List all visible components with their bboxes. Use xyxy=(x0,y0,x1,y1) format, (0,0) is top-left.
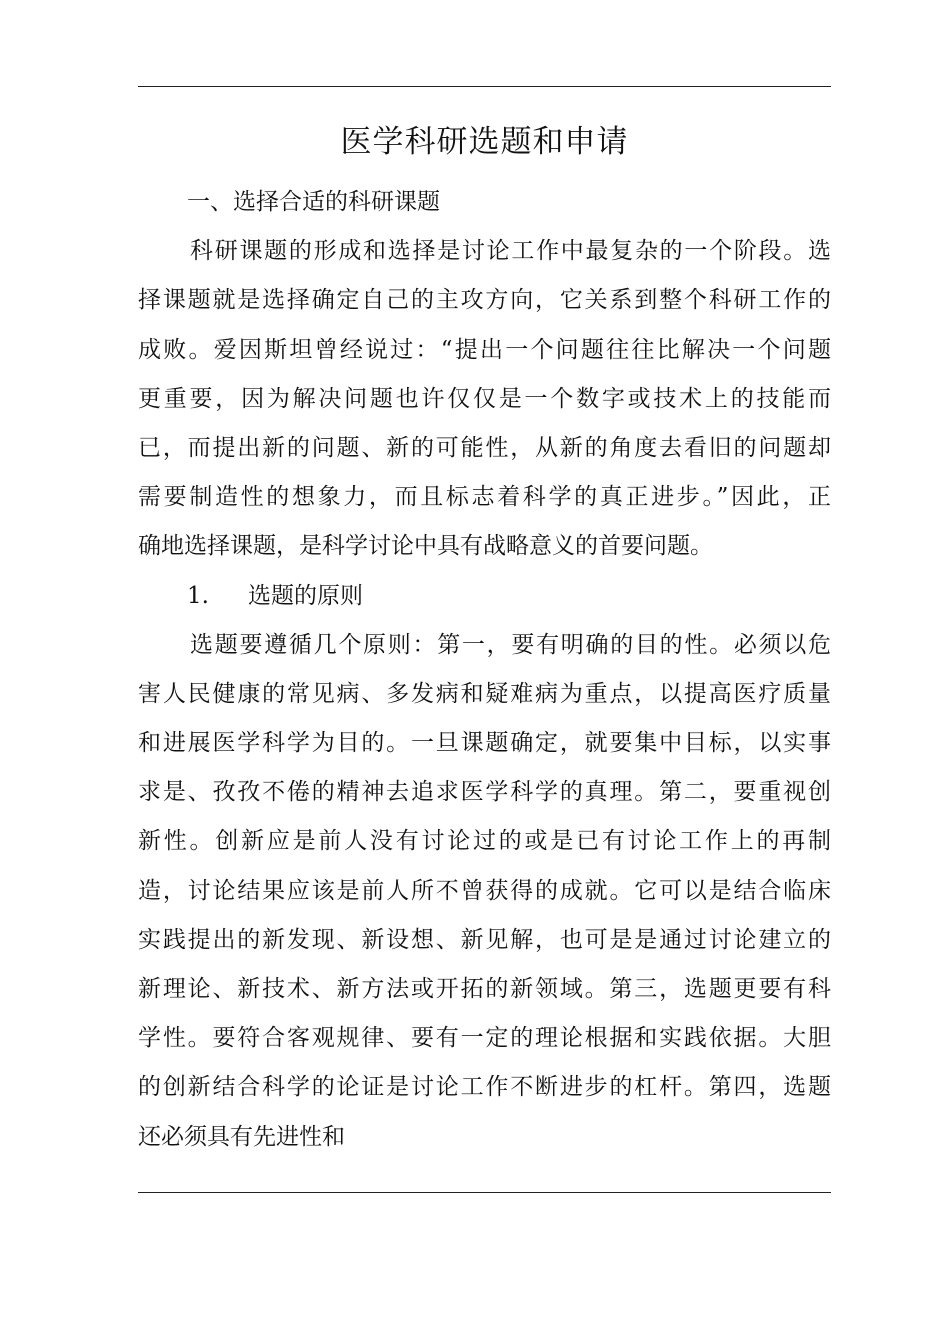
paragraph-line: 造，讨论结果应该是前人所不曾获得的成就。它可以是结合临床 xyxy=(138,877,831,904)
paragraph-line: 的创新结合科学的论证是讨论工作不断进步的杠杆。第四，选题 xyxy=(138,1074,831,1101)
document-title: 医学科研选题和申请 xyxy=(340,124,629,160)
footer-rule xyxy=(138,1192,831,1193)
header-rule xyxy=(138,86,831,87)
paragraph-line: 还必须具有先进性和 xyxy=(138,1123,345,1150)
section-heading: 一、选择合适的科研课题 xyxy=(187,189,440,215)
paragraph-line: 选题要遵循几个原则：第一，要有明确的目的性。必须以危 xyxy=(190,631,831,658)
paragraph-line: 更重要，因为解决问题也许仅仅是一个数字或技术上的技能而 xyxy=(138,385,831,412)
paragraph-line: 学性。要符合客观规律、要有一定的理论根据和实践依据。大胆 xyxy=(138,1025,831,1052)
paragraph-line: 新性。创新应是前人没有讨论过的或是已有讨论工作上的再制 xyxy=(138,828,831,855)
subheading-text: 选题的原则 xyxy=(248,582,363,609)
paragraph-line: 需要制造性的想象力，而且标志着科学的真正进步。”因此，正 xyxy=(138,484,831,511)
paragraph-line: 择课题就是选择确定自己的主攻方向，它关系到整个科研工作的 xyxy=(138,287,831,314)
paragraph-line: 科研课题的形成和选择是讨论工作中最复杂的一个阶段。选 xyxy=(190,238,831,265)
paragraph-line: 实践提出的新发现、新设想、新见解，也可是是通过讨论建立的 xyxy=(138,926,831,953)
paragraph-line: 求是、孜孜不倦的精神去追求医学科学的真理。第二，要重视创 xyxy=(138,779,831,806)
paragraph-line: 已，而提出新的问题、新的可能性，从新的角度去看旧的问题却 xyxy=(138,434,831,461)
paragraph-line: 新理论、新技术、新方法或开拓的新领域。第三，选题更要有科 xyxy=(138,976,831,1002)
document-body xyxy=(138,178,831,1162)
paragraph-line: 害人民健康的常见病、多发病和疑难病为重点，以提高医疗质量 xyxy=(138,680,831,707)
subheading xyxy=(138,572,831,621)
subheading-number: 1. xyxy=(187,582,209,609)
paragraph-line: 确地选择课题，是科学讨论中具有战略意义的首要问题。 xyxy=(138,533,713,560)
paragraph-line: 成败。爱因斯坦曾经说过：“提出一个问题往往比解决一个问题 xyxy=(138,336,831,363)
paragraph-line: 和进展医学科学为目的。一旦课题确定，就要集中目标，以实事 xyxy=(138,730,831,757)
